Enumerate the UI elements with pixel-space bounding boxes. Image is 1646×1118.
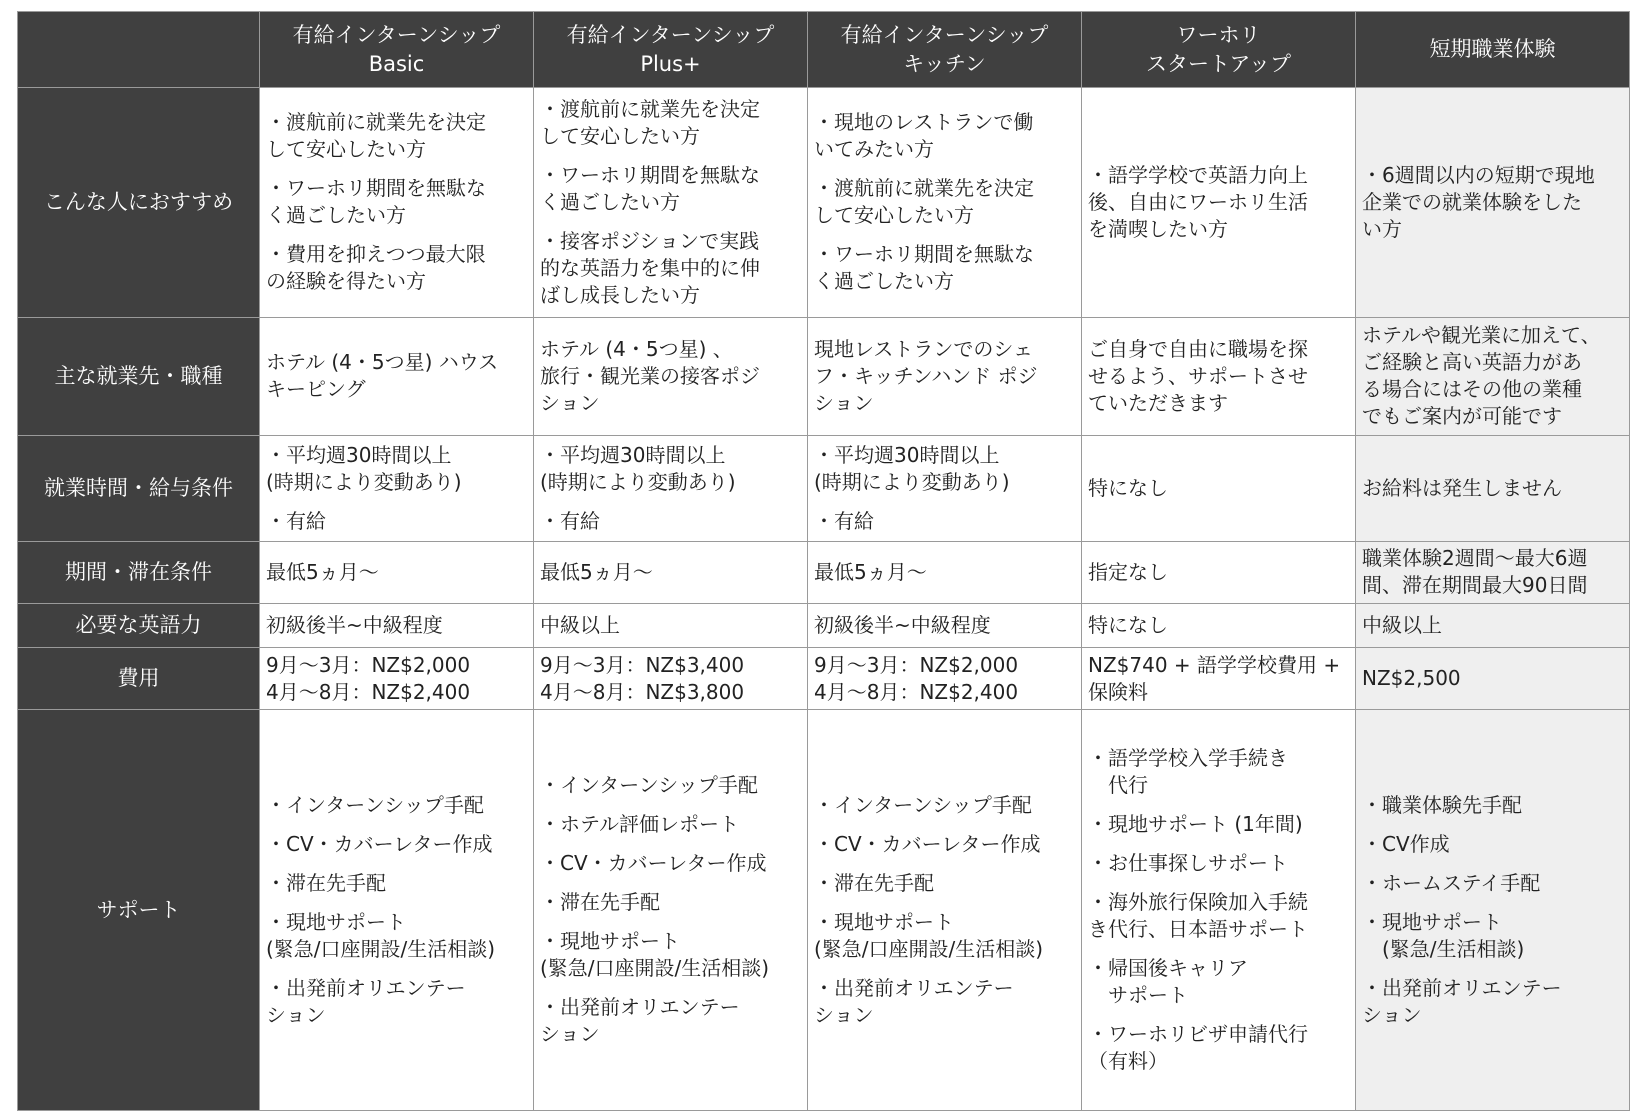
- cell-paragraph: [814, 792, 1075, 819]
- table-row: [18, 710, 1630, 1111]
- cell-paragraph: [540, 508, 801, 535]
- cell-line: く過ごしたい方: [540, 189, 680, 214]
- cell-line: ・平均週30時間以上: [266, 442, 452, 467]
- cell-line: を満喫したい方: [1088, 216, 1228, 241]
- col-header-line: 短期職業体験: [1429, 37, 1556, 61]
- cell-line: ・ホテル評価レポート: [540, 812, 739, 837]
- table-row: [18, 317, 1630, 435]
- cell-line: 最低5ヵ月～: [266, 559, 379, 584]
- cell-paragraph: [266, 241, 527, 295]
- cell-line: (時期により変動あり): [266, 469, 462, 494]
- cell-line: ・ワーホリ期間を無駄な: [266, 176, 486, 201]
- table-row: [18, 88, 1630, 318]
- header-corner: [18, 12, 260, 88]
- col-header-line: キッチン: [903, 51, 986, 76]
- cell-line: ション: [266, 1002, 326, 1027]
- cell-paragraph: [540, 612, 801, 639]
- cell-line: ・渡航前に就業先を決定: [814, 176, 1034, 201]
- cell-paragraph: [1088, 612, 1349, 639]
- header-row: [18, 12, 1630, 88]
- cell-line: せるよう、サポートさせ: [1088, 363, 1308, 388]
- cell-line: ・CV・カバーレター作成: [540, 851, 767, 876]
- cell-content: [814, 336, 1075, 417]
- cell-paragraph: [1362, 909, 1623, 963]
- table-cell: [1356, 603, 1630, 648]
- cell-paragraph: [814, 109, 1075, 163]
- row-header: 必要な英語力: [18, 603, 260, 648]
- comparison-table: [17, 11, 1630, 1111]
- cell-line: ・現地のレストランで働: [814, 110, 1034, 135]
- col-header-line: 有給インターンシップ: [566, 22, 775, 47]
- cell-line: ・職業体験先手配: [1362, 792, 1522, 817]
- table-cell: [260, 603, 534, 648]
- table-cell: [260, 648, 534, 710]
- cell-line: ・CV・カバーレター作成: [814, 831, 1041, 856]
- cell-paragraph: [1088, 475, 1349, 502]
- cell-line: く過ごしたい方: [266, 203, 406, 228]
- cell-paragraph: [814, 559, 1075, 586]
- cell-line: ション: [540, 1022, 600, 1047]
- cell-line: 特になし: [1088, 475, 1168, 500]
- table-row: [18, 435, 1630, 541]
- table-row: [18, 542, 1630, 604]
- cell-line: ・費用を抑えつつ最大限: [266, 242, 486, 267]
- cell-line: ション: [540, 390, 600, 415]
- table-cell: [808, 710, 1082, 1111]
- table-cell: [260, 542, 534, 604]
- cell-paragraph: [1088, 162, 1349, 243]
- cell-line: ・出発前オリエンテー: [814, 975, 1014, 1000]
- cell-line: ・インターンシップ手配: [540, 773, 758, 798]
- table-cell: [260, 317, 534, 435]
- row-header: サポート: [18, 710, 260, 1111]
- cell-paragraph: [1088, 955, 1349, 1009]
- cell-line: ・滞在先手配: [814, 870, 934, 895]
- cell-line: き代行、日本語サポート: [1088, 917, 1308, 942]
- table-body: [18, 88, 1630, 1111]
- cell-paragraph: [1362, 545, 1623, 599]
- cell-line: る場合にはその他の業種: [1362, 377, 1582, 402]
- cell-paragraph: [814, 442, 1075, 496]
- cell-line: ・有給: [266, 508, 326, 533]
- cell-line: (時期により変動あり): [540, 469, 736, 494]
- table-cell: [1082, 88, 1356, 318]
- cell-line: ていただきます: [1088, 390, 1228, 415]
- cell-content: [1088, 336, 1349, 417]
- cell-line: して安心したい方: [266, 137, 426, 162]
- cell-line: ・CV・カバーレター作成: [266, 831, 493, 856]
- cell-line: ・渡航前に就業先を決定: [266, 110, 486, 135]
- cell-content: [266, 792, 527, 1029]
- table-cell: [260, 435, 534, 541]
- cell-paragraph: [266, 442, 527, 496]
- cell-line: ・出発前オリエンテー: [266, 975, 466, 1000]
- col-header-basic: [260, 12, 534, 88]
- cell-line: ・現地サポート: [1362, 909, 1502, 934]
- cell-line: 中級以上: [1362, 613, 1442, 638]
- cell-line: 最低5ヵ月～: [540, 559, 653, 584]
- cell-paragraph: [266, 792, 527, 819]
- cell-line: フ・キッチンハンド ポジ: [814, 363, 1038, 388]
- cell-line: (緊急/口座開設/生活相談): [266, 936, 496, 961]
- cell-content: [1362, 792, 1623, 1029]
- cell-paragraph: [814, 241, 1075, 295]
- table-row: [18, 603, 1630, 648]
- cell-content: [266, 652, 527, 706]
- table-cell: [534, 542, 808, 604]
- table-cell: [1356, 710, 1630, 1111]
- cell-paragraph: [1088, 745, 1349, 799]
- cell-content: [1088, 612, 1349, 639]
- cell-paragraph: [814, 909, 1075, 963]
- table-cell: [808, 603, 1082, 648]
- cell-line: 企業での就業体験をした: [1362, 189, 1582, 214]
- table-cell: [534, 603, 808, 648]
- cell-paragraph: [266, 559, 527, 586]
- table-cell: [534, 317, 808, 435]
- cell-line: ご経験と高い英語力があ: [1362, 350, 1582, 375]
- cell-content: [814, 109, 1075, 295]
- table-cell: [1356, 435, 1630, 541]
- cell-line: ・ワーホリ期間を無駄な: [540, 162, 760, 187]
- cell-paragraph: [1362, 831, 1623, 858]
- cell-line: ・現地サポート: [814, 909, 954, 934]
- table-cell: [808, 542, 1082, 604]
- cell-paragraph: [540, 228, 801, 309]
- cell-line: ・出発前オリエンテー: [1362, 975, 1562, 1000]
- cell-paragraph: [266, 652, 527, 706]
- table-cell: [1356, 648, 1630, 710]
- cell-line: 9月～3月：NZ$2,000: [266, 652, 471, 677]
- cell-line: ・平均週30時間以上: [540, 442, 726, 467]
- cell-paragraph: [540, 652, 801, 706]
- col-header-line: Basic: [368, 51, 425, 76]
- cell-paragraph: [540, 162, 801, 216]
- cell-content: [266, 109, 527, 295]
- cell-line: ション: [1362, 1002, 1422, 1027]
- cell-paragraph: [1088, 559, 1349, 586]
- cell-paragraph: [540, 559, 801, 586]
- cell-content: [266, 442, 527, 535]
- cell-line: い方: [1362, 216, 1402, 241]
- table-cell: [1082, 710, 1356, 1111]
- cell-line: ・お仕事探しサポート: [1088, 851, 1288, 876]
- cell-line: ・平均週30時間以上: [814, 442, 1000, 467]
- cell-line: 保険料: [1088, 679, 1148, 704]
- cell-content: [1362, 612, 1623, 639]
- cell-content: [540, 652, 801, 706]
- cell-paragraph: [266, 612, 527, 639]
- cell-paragraph: [540, 994, 801, 1048]
- cell-paragraph: [814, 831, 1075, 858]
- cell-line: ・語学学校入学手続き: [1088, 746, 1288, 771]
- cell-paragraph: [540, 889, 801, 916]
- table-cell: [1082, 317, 1356, 435]
- table-cell: [808, 435, 1082, 541]
- cell-line: の経験を得たい方: [266, 269, 426, 294]
- cell-paragraph: [1088, 889, 1349, 943]
- cell-line: 初級後半~中級程度: [266, 613, 443, 638]
- cell-line: でもご案内が可能です: [1362, 404, 1562, 429]
- col-header-kitchen: [808, 12, 1082, 88]
- cell-line: ・ワーホリ期間を無駄な: [814, 242, 1034, 267]
- cell-paragraph: [1088, 850, 1349, 877]
- cell-line: (緊急/口座開設/生活相談): [540, 956, 770, 981]
- cell-content: [1362, 545, 1623, 599]
- cell-paragraph: [1362, 792, 1623, 819]
- row-header: 就業時間・給与条件: [18, 435, 260, 541]
- cell-paragraph: [266, 975, 527, 1029]
- cell-line: （有料）: [1088, 1049, 1168, 1074]
- cell-line: 特になし: [1088, 613, 1168, 638]
- table-cell: [1082, 542, 1356, 604]
- cell-line: 4月～8月：NZ$2,400: [814, 679, 1019, 704]
- cell-content: [540, 612, 801, 639]
- col-header-line: 有給インターンシップ: [292, 22, 501, 47]
- cell-paragraph: [266, 831, 527, 858]
- cell-line: して安心したい方: [814, 203, 974, 228]
- cell-content: [540, 559, 801, 586]
- cell-paragraph: [1362, 475, 1623, 502]
- cell-content: [540, 96, 801, 309]
- cell-paragraph: [266, 870, 527, 897]
- cell-content: [1088, 652, 1349, 706]
- cell-paragraph: [540, 811, 801, 838]
- cell-line: ・滞在先手配: [266, 870, 386, 895]
- cell-line: NZ$740 + 語学学校費用 +: [1088, 652, 1341, 677]
- cell-line: 間、滞在期間最大90日間: [1362, 573, 1588, 598]
- cell-content: [1088, 745, 1349, 1075]
- cell-content: [1088, 475, 1349, 502]
- cell-line: ・インターンシップ手配: [266, 792, 484, 817]
- cell-paragraph: [540, 772, 801, 799]
- cell-content: [814, 612, 1075, 639]
- cell-line: ・ホームステイ手配: [1362, 870, 1541, 895]
- cell-line: ・渡航前に就業先を決定: [540, 96, 760, 121]
- cell-content: [814, 792, 1075, 1029]
- cell-paragraph: [814, 870, 1075, 897]
- cell-paragraph: [1088, 1021, 1349, 1075]
- cell-line: ご自身で自由に職場を探: [1088, 336, 1308, 361]
- cell-line: ・現地サポート (1年間): [1088, 812, 1303, 837]
- table-cell: [260, 88, 534, 318]
- col-header-workingholiday: [1082, 12, 1356, 88]
- cell-content: [266, 612, 527, 639]
- cell-paragraph: [814, 612, 1075, 639]
- cell-line: ホテル (4・5つ星) 、: [540, 336, 733, 361]
- cell-line: ション: [814, 390, 874, 415]
- table-cell: [260, 710, 534, 1111]
- cell-content: [1088, 559, 1349, 586]
- cell-paragraph: [1362, 665, 1623, 692]
- cell-line: して安心したい方: [540, 123, 700, 148]
- cell-line: 代行: [1088, 773, 1148, 798]
- cell-content: [1088, 162, 1349, 243]
- cell-line: サポート: [1088, 983, 1188, 1008]
- table-cell: [808, 648, 1082, 710]
- cell-line: ・出発前オリエンテー: [540, 995, 740, 1020]
- cell-line: ・インターンシップ手配: [814, 792, 1032, 817]
- row-header: 期間・滞在条件: [18, 542, 260, 604]
- cell-line: 的な英語力を集中的に伸: [540, 255, 760, 280]
- row-header: こんな人におすすめ: [18, 88, 260, 318]
- table-cell: [1082, 603, 1356, 648]
- cell-line: ・有給: [540, 508, 600, 533]
- cell-paragraph: [540, 442, 801, 496]
- cell-line: 現地レストランでのシェ: [814, 336, 1033, 361]
- table-cell: [1356, 542, 1630, 604]
- cell-paragraph: [1088, 811, 1349, 838]
- table-cell: [808, 88, 1082, 318]
- cell-paragraph: [814, 975, 1075, 1029]
- table-cell: [1356, 317, 1630, 435]
- cell-line: 中級以上: [540, 613, 620, 638]
- cell-content: [1362, 475, 1623, 502]
- cell-paragraph: [266, 349, 527, 403]
- cell-paragraph: [1362, 162, 1623, 243]
- cell-paragraph: [266, 109, 527, 163]
- cell-paragraph: [814, 175, 1075, 229]
- cell-line: (時期により変動あり): [814, 469, 1010, 494]
- cell-line: ・ワーホリビザ申請代行: [1088, 1022, 1308, 1047]
- table-cell: [808, 317, 1082, 435]
- cell-line: 指定なし: [1088, 559, 1168, 584]
- table-row: [18, 648, 1630, 710]
- cell-line: ・6週間以内の短期で現地: [1362, 162, 1595, 187]
- cell-paragraph: [266, 909, 527, 963]
- cell-content: [540, 336, 801, 417]
- table-cell: [1356, 88, 1630, 318]
- table-cell: [534, 710, 808, 1111]
- cell-line: ・CV作成: [1362, 831, 1450, 856]
- cell-line: (緊急/生活相談): [1362, 936, 1525, 961]
- cell-paragraph: [540, 928, 801, 982]
- col-header-line: 有給インターンシップ: [840, 22, 1049, 47]
- cell-line: ・海外旅行保険加入手続: [1088, 890, 1308, 915]
- cell-line: 職業体験2週間～最大6週: [1362, 546, 1588, 571]
- table-cell: [1082, 435, 1356, 541]
- cell-content: [1362, 665, 1623, 692]
- cell-line: ・現地サポート: [540, 929, 680, 954]
- table-cell: [1082, 648, 1356, 710]
- cell-paragraph: [1088, 336, 1349, 417]
- col-header-short-term: [1356, 12, 1630, 88]
- cell-line: ・滞在先手配: [540, 890, 660, 915]
- cell-content: [814, 559, 1075, 586]
- table-cell: [534, 435, 808, 541]
- col-header-line: ワーホリ: [1176, 22, 1261, 47]
- cell-line: 9月～3月：NZ$2,000: [814, 652, 1019, 677]
- cell-content: [540, 442, 801, 535]
- cell-line: 後、自由にワーホリ生活: [1088, 189, 1308, 214]
- cell-line: 旅行・観光業の接客ポジ: [540, 363, 760, 388]
- cell-paragraph: [1362, 322, 1623, 430]
- cell-paragraph: [814, 508, 1075, 535]
- cell-paragraph: [266, 508, 527, 535]
- cell-content: [1362, 162, 1623, 243]
- table-cell: [534, 648, 808, 710]
- cell-content: [814, 442, 1075, 535]
- col-header-plus: [534, 12, 808, 88]
- cell-line: ション: [814, 1002, 874, 1027]
- cell-line: お給料は発生しません: [1362, 475, 1562, 500]
- cell-content: [266, 349, 527, 403]
- table-cell: [534, 88, 808, 318]
- cell-paragraph: [1362, 612, 1623, 639]
- cell-line: いてみたい方: [814, 137, 934, 162]
- cell-line: NZ$2,500: [1362, 666, 1461, 691]
- cell-paragraph: [814, 652, 1075, 706]
- cell-paragraph: [1088, 652, 1349, 706]
- cell-line: ・接客ポジションで実践: [540, 228, 760, 253]
- cell-paragraph: [814, 336, 1075, 417]
- cell-line: 9月～3月：NZ$3,400: [540, 652, 745, 677]
- cell-content: [540, 772, 801, 1048]
- row-header: 費用: [18, 648, 260, 710]
- col-header-line: Plus+: [640, 51, 701, 76]
- col-header-line: スタートアップ: [1146, 51, 1291, 76]
- cell-line: ・有給: [814, 508, 874, 533]
- cell-paragraph: [266, 175, 527, 229]
- cell-line: (緊急/口座開設/生活相談): [814, 936, 1044, 961]
- cell-paragraph: [1362, 870, 1623, 897]
- cell-paragraph: [540, 96, 801, 150]
- cell-content: [1362, 322, 1623, 430]
- cell-line: ホテル (4・5つ星) ハウス: [266, 350, 499, 375]
- cell-line: ばし成長したい方: [540, 282, 700, 307]
- cell-line: ・語学学校で英語力向上: [1088, 162, 1308, 187]
- cell-line: く過ごしたい方: [814, 269, 954, 294]
- cell-line: ホテルや観光業に加えて、: [1362, 323, 1601, 348]
- cell-content: [814, 652, 1075, 706]
- row-header: 主な就業先・職種: [18, 317, 260, 435]
- cell-line: ・現地サポート: [266, 909, 406, 934]
- cell-content: [266, 559, 527, 586]
- cell-paragraph: [540, 850, 801, 877]
- cell-line: ・帰国後キャリア: [1088, 956, 1248, 981]
- cell-line: 4月～8月：NZ$3,800: [540, 679, 745, 704]
- cell-line: キーピング: [266, 377, 366, 402]
- cell-paragraph: [540, 336, 801, 417]
- cell-line: 4月～8月：NZ$2,400: [266, 679, 471, 704]
- cell-line: 初級後半~中級程度: [814, 613, 991, 638]
- cell-line: 最低5ヵ月～: [814, 559, 927, 584]
- cell-paragraph: [1362, 975, 1623, 1029]
